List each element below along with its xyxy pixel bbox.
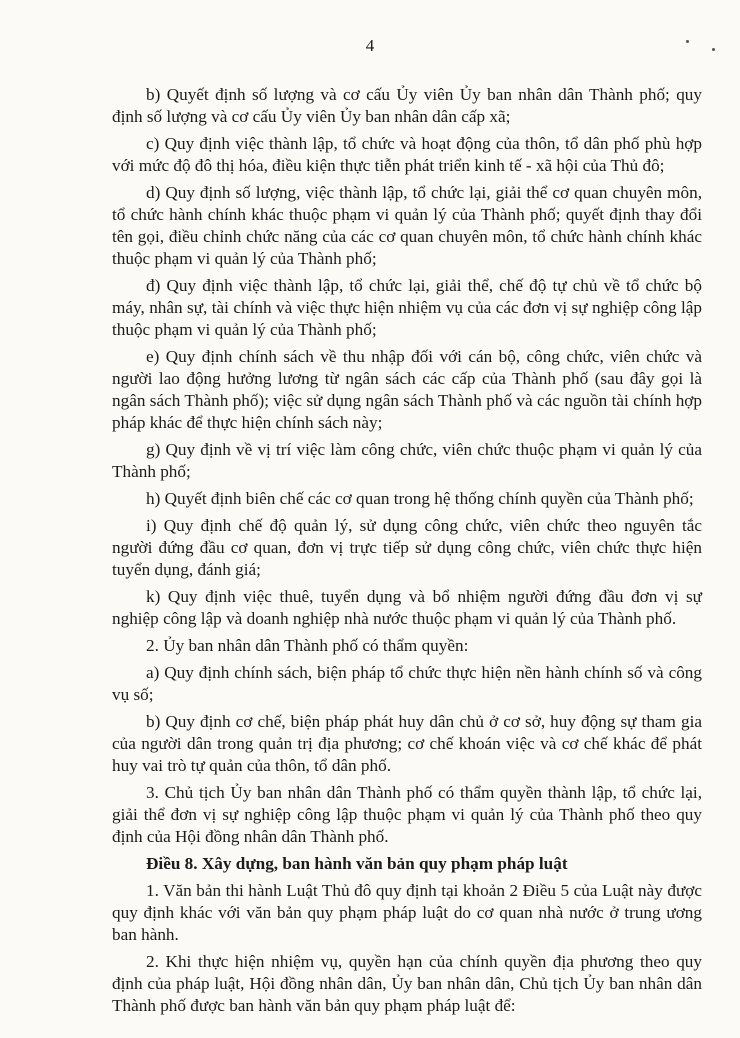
scan-speck	[686, 40, 689, 43]
page-number: 4	[365, 36, 375, 55]
clause-b-members: b) Quyết định số lượng và cơ cấu Ủy viên Ủy ban nhân dân Thành phố; quy định số lượng và cơ cấu Ủy viên Ủy ban nhân dân cấp xã;	[112, 85, 702, 126]
item-3-chairman: 3. Chủ tịch Ủy ban nhân dân Thành phố có thẩm quyền thành lập, tổ chức lại, giải thể đơn vị sự nghiệp công lập thuộc phạm vi quản lý của Thành phố theo quy định của Hội đồng nhân dân Thành phố.	[112, 783, 702, 846]
clause-dd-public-units: đ) Quy định việc thành lập, tổ chức lại, giải thể, chế độ tự chủ về tổ chức bộ máy, nhân sự, tài chính và việc thực hiện nhiệm vụ của các đơn vị sự nghiệp công lập thuộc phạm vi quản lý của Thành phố;	[112, 276, 702, 339]
article-8-heading: Điều 8. Xây dựng, ban hành văn bản quy phạm pháp luật	[146, 854, 568, 873]
item-2a-digital-admin: a) Quy định chính sách, biện pháp tổ chức thực hiện nền hành chính số và công vụ số;	[112, 663, 702, 704]
clause-i-management: i) Quy định chế độ quản lý, sử dụng công chức, viên chức theo nguyên tắc người đứng đầu cơ quan, đơn vị trực tiếp sử dụng công chức, viên chức thực hiện tuyển dụng, đánh giá;	[112, 516, 702, 579]
clause-d-agencies: d) Quy định số lượng, việc thành lập, tổ chức lại, giải thể cơ quan chuyên môn, tổ chức hành chính khác thuộc phạm vi quản lý của Thành phố; quyết định thay đổi tên gọi, điều chỉnh chức năng của các cơ quan chuyên môn, tổ chức hành chính khác thuộc phạm vi quản lý của Thành phố;	[112, 183, 702, 268]
article-8-item-1: 1. Văn bản thi hành Luật Thủ đô quy định tại khoản 2 Điều 5 của Luật này được quy định khác với văn bản quy phạm pháp luật do cơ quan nhà nước ở trung ương ban hành.	[112, 881, 702, 944]
clause-k-appointment: k) Quy định việc thuê, tuyển dụng và bổ nhiệm người đứng đầu đơn vị sự nghiệp công lập và doanh nghiệp nhà nước thuộc phạm vi quản lý của Thành phố.	[112, 587, 702, 628]
clause-h-staffing: h) Quyết định biên chế các cơ quan trong hệ thống chính quyền của Thành phố;	[146, 489, 694, 508]
scan-speck	[712, 48, 715, 51]
document-body	[112, 84, 702, 1022]
item-2b-democracy: b) Quy định cơ chế, biện pháp phát huy dân chủ ở cơ sở, huy động sự tham gia của người dân trong quản trị địa phương; cơ chế khoán việc và cơ chế khác để phát huy vai trò tự quản của thôn, tổ dân phố.	[112, 712, 702, 775]
clause-c-villages: c) Quy định việc thành lập, tổ chức và hoạt động của thôn, tổ dân phố phù hợp với mức độ đô thị hóa, điều kiện thực tiễn phát triển kinh tế - xã hội của Thủ đô;	[112, 134, 702, 175]
clause-e-income-policy: e) Quy định chính sách về thu nhập đối với cán bộ, công chức, viên chức và người lao động hưởng lương từ ngân sách các cấp của Thành phố (sau đây gọi là ngân sách Thành phố); việc sử dụng ngân sách Thành phố và các nguồn tài chính hợp pháp khác để thực hiện chính sách này;	[112, 347, 702, 432]
item-2-peoples-committee: 2. Ủy ban nhân dân Thành phố có thẩm quyền:	[146, 636, 469, 655]
clause-g-job-positions: g) Quy định về vị trí việc làm công chức, viên chức thuộc phạm vi quản lý của Thành phố;	[112, 440, 702, 481]
article-8-item-2: 2. Khi thực hiện nhiệm vụ, quyền hạn của chính quyền địa phương theo quy định của pháp luật, Hội đồng nhân dân, Ủy ban nhân dân, Chủ tịch Ủy ban nhân dân Thành phố được ban hành văn bản quy phạm pháp luật để:	[112, 952, 702, 1015]
